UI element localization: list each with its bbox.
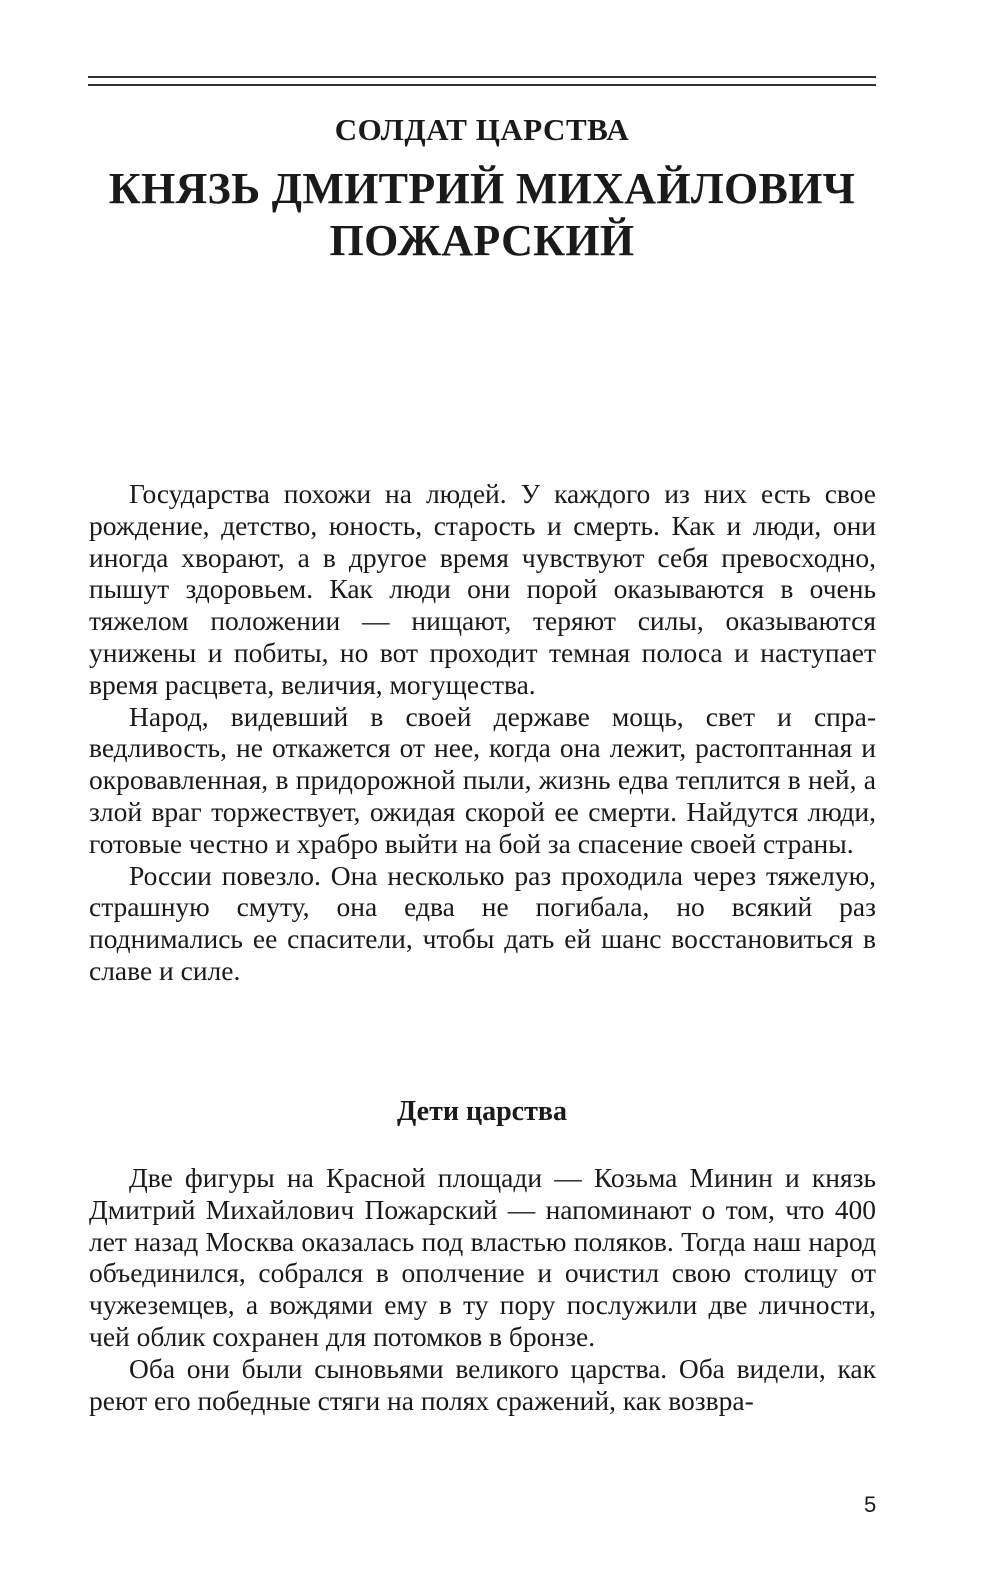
page-number: 5 xyxy=(864,1492,877,1517)
paragraph: Народ, видевший в своей державе мощь, свет и справедливость, не откажется от нее, когда она лежит, растоптанная и окровавленная, в придорожной пыли, жизнь едва теплится в ней, а злой враг торжествует, ожидая скорой ее смерти. Найдутся люди, готовые честно и храбро выйти на бой за спасение своей страны. xyxy=(89,700,876,859)
chapter-title-line-2: ПОЖАРСКИЙ xyxy=(329,216,635,265)
chapter-title-line-1: КНЯЗЬ ДМИТРИЙ МИХАЙЛОВИЧ xyxy=(108,164,856,213)
section-text xyxy=(89,1162,876,1416)
paragraph: России повезло. Она несколько раз проходила через тяжелую, страшную смуту, она едва не погибала, но всякий раз поднимались ее спасители, чтобы дать ей шанс восстановиться в славе и силе. xyxy=(89,859,876,986)
section-heading: Дети царства xyxy=(397,1096,567,1127)
header-rule-top xyxy=(88,76,876,78)
paragraph: Оба они были сыновьями великого царства. Оба видели, как реют его победные стяги на полях сражений, как возвра- xyxy=(89,1352,876,1416)
paragraph: Государства похожи на людей. У каждого из них есть свое рождение, детство, юность, старость и смерть. Как и люди, они иногда хворают, а в другое время чувствуют себя превосходно, пышут здоровьем. Как люди они порой оказываются в очень тяжелом положении — нищают, теряют силы, оказываются унижены и побиты, но вот проходит темная полоса и наступает время расцвета, величия, могущества. xyxy=(89,478,876,700)
paragraph: Две фигуры на Красной площади — Козьма Минин и князь Дмитрий Михайлович Пожарский — напоминают о том, что 400 лет назад Москва оказалась под властью поляков. Тогда наш народ объединился, собрался в ополчение и очистил свою столицу от чужеземцев, а вождями ему в ту пору послужили две личности, чей облик сохранен для потомков в бронзе. xyxy=(89,1162,876,1352)
intro-text xyxy=(89,478,876,987)
chapter-title xyxy=(0,163,964,267)
chapter-kicker: СОЛДАТ ЦАРСТВА xyxy=(334,112,630,147)
header-rule-bottom xyxy=(88,84,876,86)
